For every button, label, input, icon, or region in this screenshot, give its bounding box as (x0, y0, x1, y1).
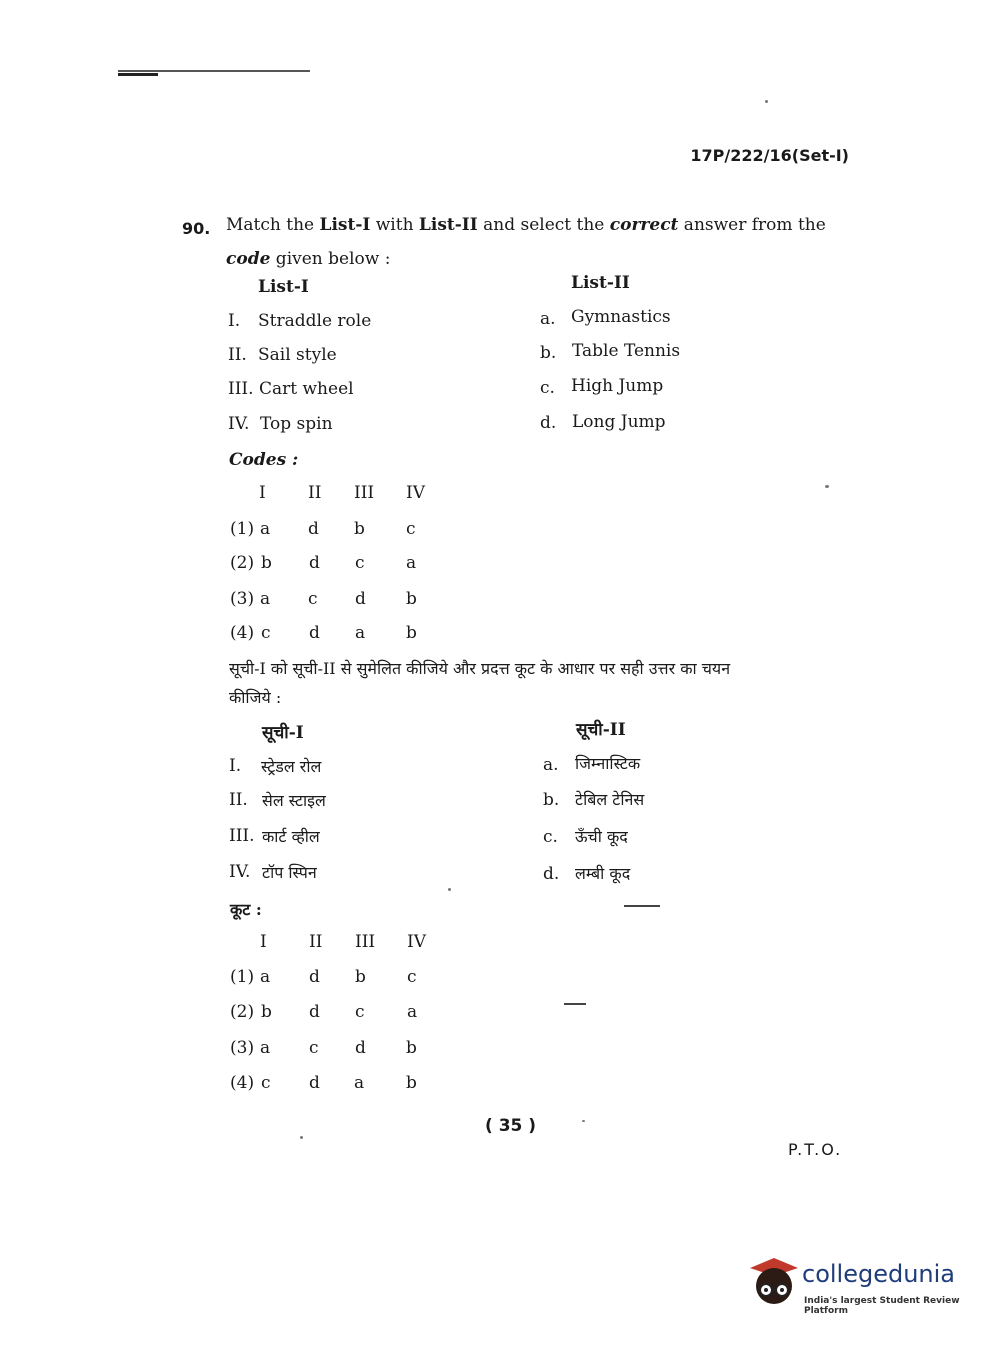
option-value: b (406, 589, 417, 609)
code-header: II (308, 483, 322, 503)
watermark-brand: collegedunia (802, 1260, 956, 1288)
hindi-instruction-line2: कीजिये : (229, 688, 282, 707)
hindi-option-value: b (406, 1038, 417, 1058)
scan-speck (582, 1120, 585, 1122)
list1-key: II. (228, 345, 247, 365)
hindi-option-value: b (355, 967, 366, 987)
option-value: d (309, 553, 320, 573)
hindi-option-value: d (309, 967, 320, 987)
option-value: b (406, 623, 417, 643)
hindi-list1-item: स्ट्रेडल रोल (261, 757, 322, 776)
scan-mark (624, 905, 660, 907)
hindi-option-value: c (355, 1002, 365, 1022)
list1-key: I. (228, 311, 241, 331)
hindi-list2-item: जिम्नास्टिक (575, 754, 641, 773)
scan-speck (825, 485, 829, 488)
q-text-code: code (226, 249, 271, 269)
hindi-list2-key: a. (543, 755, 559, 775)
hindi-list1-item: सेल स्टाइल (262, 791, 326, 810)
paper-code: 17P/222/16(Set-I) (690, 146, 849, 165)
hindi-option-value: c (309, 1038, 319, 1058)
option-value: a (260, 589, 271, 609)
list1-item: Sail style (258, 345, 337, 365)
hindi-code-header: III (355, 932, 376, 952)
hindi-list2-item: ऊँची कूद (575, 827, 628, 846)
list2-item: High Jump (571, 376, 664, 396)
q-text-part: given below : (270, 249, 391, 269)
option-value: a (406, 553, 417, 573)
hindi-code-header: I (260, 932, 267, 952)
list1-key: IV. (228, 414, 250, 434)
list1-item: Cart wheel (259, 379, 354, 399)
option-value: c (406, 519, 416, 539)
hindi-option-value: c (407, 967, 417, 987)
hindi-option-number: (1) (230, 967, 255, 987)
scan-mark (564, 1003, 586, 1005)
hindi-code-header: IV (407, 932, 426, 952)
list1-key: III. (228, 379, 254, 399)
option-number: (2) (230, 553, 255, 573)
question-number: 90. (182, 219, 211, 238)
option-value: b (261, 553, 272, 573)
list1-item: Straddle role (258, 311, 372, 331)
q-text-part: Match the (226, 215, 320, 235)
code-header: I (259, 483, 266, 503)
option-value: c (261, 623, 271, 643)
option-number: (3) (230, 589, 255, 609)
list2-key: d. (540, 413, 557, 433)
scan-speck (448, 888, 451, 891)
list2-key: c. (540, 378, 555, 398)
hindi-option-number: (3) (230, 1038, 255, 1058)
option-number: (4) (230, 623, 255, 643)
header-rule-accent (118, 73, 158, 76)
hindi-list2-item: टेबिल टेनिस (575, 790, 645, 809)
hindi-list2-header: सूची-II (576, 720, 626, 740)
scan-speck (765, 100, 768, 103)
hindi-list2-key: c. (543, 827, 558, 847)
q-text-part: answer from the (678, 215, 826, 235)
question-text (226, 208, 846, 276)
codes-label: Codes : (229, 450, 299, 470)
hindi-option-value: b (261, 1002, 272, 1022)
hindi-list1-key: II. (229, 790, 248, 810)
hindi-option-value: d (355, 1038, 366, 1058)
option-value: a (260, 519, 271, 539)
hindi-instruction-line1: सूची-I को सूची-II से सुमेलित कीजिये और प्रदत्त कूट के आधार पर सही उत्तर का चयन (229, 659, 731, 678)
option-value: c (355, 553, 365, 573)
page-number: ( 35 ) (485, 1116, 537, 1136)
list2-item: Gymnastics (571, 307, 671, 327)
option-value: b (354, 519, 365, 539)
hindi-option-value: a (260, 1038, 271, 1058)
hindi-list1-key: III. (229, 826, 255, 846)
hindi-list2-item: लम्बी कूद (575, 864, 631, 883)
hindi-codes-label: कूट : (230, 900, 262, 919)
code-header: III (354, 483, 375, 503)
hindi-option-value: b (406, 1073, 417, 1093)
hindi-option-value: a (407, 1002, 418, 1022)
list2-key: a. (540, 309, 556, 329)
list2-item: Table Tennis (572, 341, 681, 361)
code-header: IV (406, 483, 425, 503)
hindi-option-value: c (261, 1073, 271, 1093)
hindi-list2-key: d. (543, 864, 560, 884)
hindi-list2-key: b. (543, 790, 560, 810)
q-text-list1: List-I (319, 215, 371, 235)
list1-header: List-I (258, 277, 309, 297)
hindi-option-value: a (354, 1073, 365, 1093)
option-value: d (308, 519, 319, 539)
hindi-option-value: a (260, 967, 271, 987)
hindi-list1-key: IV. (229, 862, 251, 882)
pto-label: P.T.O. (788, 1140, 843, 1159)
hindi-option-number: (4) (230, 1073, 255, 1093)
q-text-list2: List-II (418, 215, 478, 235)
option-number: (1) (230, 519, 255, 539)
q-text-correct: correct (609, 215, 679, 235)
q-text-part: and select the (477, 215, 610, 235)
hindi-list1-item: टॉप स्पिन (262, 863, 317, 882)
option-value: a (355, 623, 366, 643)
watermark-tagline: India's largest Student Review Platform (804, 1296, 960, 1316)
option-value: d (355, 589, 366, 609)
option-value: c (308, 589, 318, 609)
hindi-option-value: d (309, 1002, 320, 1022)
list2-item: Long Jump (572, 412, 666, 432)
header-rule (118, 70, 310, 72)
hindi-option-value: d (309, 1073, 320, 1093)
scan-speck (300, 1136, 303, 1139)
hindi-list1-key: I. (229, 756, 242, 776)
option-value: d (309, 623, 320, 643)
list2-key: b. (540, 343, 557, 363)
hindi-list1-item: कार्ट व्हील (262, 827, 320, 846)
hindi-list1-header: सूची-I (262, 723, 304, 743)
list1-item: Top spin (260, 414, 333, 434)
hindi-option-number: (2) (230, 1002, 255, 1022)
hindi-code-header: II (309, 932, 323, 952)
q-text-part: with (370, 215, 419, 235)
list2-header: List-II (571, 273, 630, 293)
